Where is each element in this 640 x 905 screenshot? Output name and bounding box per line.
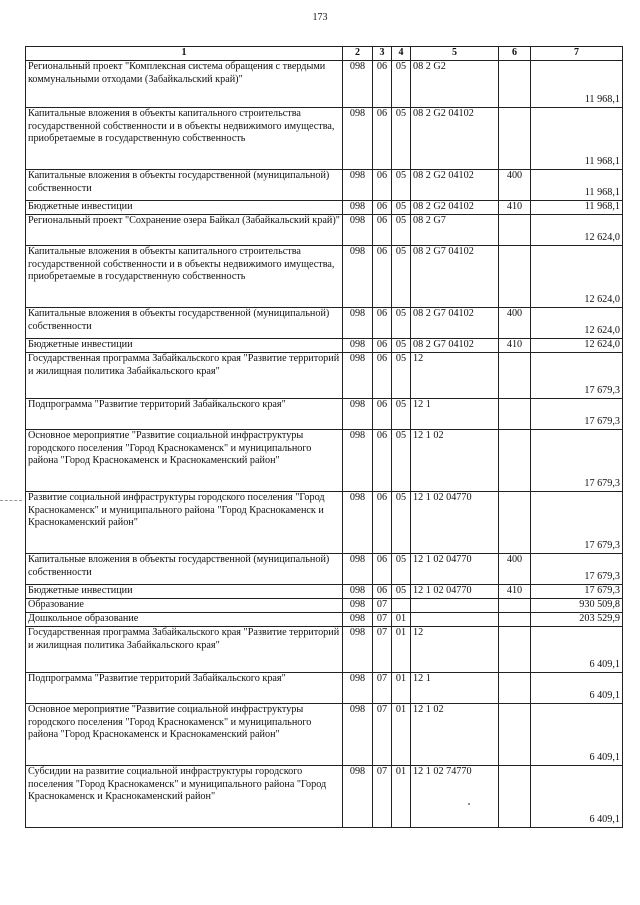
item-name-cell: Государственная программа Забайкальского края "Развитие территорий и жилищная политика Забайкальского края" xyxy=(26,353,343,399)
subsection-code-cell: 05 xyxy=(392,215,411,246)
section-code-cell: 06 xyxy=(373,215,392,246)
amount-cell: 6 409,1 xyxy=(531,704,623,766)
table-row xyxy=(26,61,623,108)
table-row xyxy=(26,339,623,353)
expense-type-cell: 410 xyxy=(499,339,531,353)
table-row xyxy=(26,766,623,828)
ministry-code-cell: 098 xyxy=(343,308,373,339)
target-article-cell: 12 1 xyxy=(411,673,499,704)
expense-type-cell xyxy=(499,492,531,554)
item-name-cell: Подпрограмма "Развитие территорий Забайкальского края" xyxy=(26,673,343,704)
table-row xyxy=(26,613,623,627)
expense-type-cell xyxy=(499,766,531,828)
header-cell-5: 5 xyxy=(411,47,499,61)
header-cell-7: 7 xyxy=(531,47,623,61)
ministry-code-cell: 098 xyxy=(343,554,373,585)
subsection-code-cell: 01 xyxy=(392,766,411,828)
amount-cell: 17 679,3 xyxy=(531,430,623,492)
table-row xyxy=(26,704,623,766)
amount-cell: 17 679,3 xyxy=(531,585,623,599)
ministry-code-cell: 098 xyxy=(343,339,373,353)
table-row xyxy=(26,430,623,492)
header-cell-6: 6 xyxy=(499,47,531,61)
target-article-cell: 12 xyxy=(411,627,499,673)
expense-type-cell xyxy=(499,353,531,399)
section-code-cell: 07 xyxy=(373,704,392,766)
section-code-cell: 06 xyxy=(373,246,392,308)
subsection-code-cell: 05 xyxy=(392,339,411,353)
table-row xyxy=(26,170,623,201)
item-name-cell: Капитальные вложения в объекты капитального строительства государственной собственности и в объекты недвижимого имущества, приобретаемые в государственную собственность xyxy=(26,246,343,308)
amount-cell: 17 679,3 xyxy=(531,554,623,585)
ministry-code-cell: 098 xyxy=(343,599,373,613)
ministry-code-cell: 098 xyxy=(343,201,373,215)
section-code-cell: 07 xyxy=(373,627,392,673)
target-article-cell: 12 1 02 04770 xyxy=(411,492,499,554)
amount-cell: 17 679,3 xyxy=(531,492,623,554)
subsection-code-cell: 05 xyxy=(392,246,411,308)
section-code-cell: 06 xyxy=(373,339,392,353)
amount-cell: 6 409,1 xyxy=(531,766,623,828)
target-article-cell: 12 1 02 xyxy=(411,430,499,492)
subsection-code-cell: 05 xyxy=(392,108,411,170)
table-row xyxy=(26,554,623,585)
ministry-code-cell: 098 xyxy=(343,170,373,201)
ministry-code-cell: 098 xyxy=(343,61,373,108)
expense-type-cell xyxy=(499,399,531,430)
subsection-code-cell: 05 xyxy=(392,585,411,599)
subsection-code-cell: 05 xyxy=(392,554,411,585)
target-article-cell: 08 2 G2 xyxy=(411,61,499,108)
expense-type-cell: 400 xyxy=(499,170,531,201)
expense-type-cell: 400 xyxy=(499,308,531,339)
ministry-code-cell: 098 xyxy=(343,353,373,399)
item-name-cell: Бюджетные инвестиции xyxy=(26,585,343,599)
ministry-code-cell: 098 xyxy=(343,399,373,430)
item-name-cell: Развитие социальной инфраструктуры городского поселения "Город Краснокаменск" и муниципального района "Город Краснокаменск и Краснокаменский район" xyxy=(26,492,343,554)
section-code-cell: 06 xyxy=(373,61,392,108)
ministry-code-cell: 098 xyxy=(343,215,373,246)
table-row xyxy=(26,599,623,613)
target-article-cell: 12 1 02 04770 xyxy=(411,554,499,585)
expense-type-cell xyxy=(499,599,531,613)
amount-cell: 11 968,1 xyxy=(531,201,623,215)
table-row xyxy=(26,627,623,673)
subsection-code-cell: 01 xyxy=(392,704,411,766)
ministry-code-cell: 098 xyxy=(343,673,373,704)
amount-cell: 12 624,0 xyxy=(531,339,623,353)
amount-cell: 17 679,3 xyxy=(531,399,623,430)
target-article-cell: 12 1 02 04770 xyxy=(411,585,499,599)
budget-table xyxy=(25,46,623,828)
expense-type-cell xyxy=(499,215,531,246)
ministry-code-cell: 098 xyxy=(343,108,373,170)
header-row xyxy=(26,47,623,61)
item-name-cell: Основное мероприятие "Развитие социальной инфраструктуры городского поселения "Город Краснокаменск" и муниципального района "Город Краснокаменск и Краснокаменский район" xyxy=(26,430,343,492)
subsection-code-cell: 01 xyxy=(392,673,411,704)
amount-cell: 930 509,8 xyxy=(531,599,623,613)
table-row xyxy=(26,308,623,339)
item-name-cell: Капитальные вложения в объекты капитального строительства государственной собственности и в объекты недвижимого имущества, приобретаемые в государственную собственность xyxy=(26,108,343,170)
section-code-cell: 06 xyxy=(373,399,392,430)
item-name-cell: Капитальные вложения в объекты государственной (муниципальной) собственности xyxy=(26,170,343,201)
expense-type-cell xyxy=(499,627,531,673)
subsection-code-cell: 05 xyxy=(392,308,411,339)
item-name-cell: Дошкольное образование xyxy=(26,613,343,627)
section-code-cell: 06 xyxy=(373,170,392,201)
table-body xyxy=(26,61,623,828)
section-code-cell: 07 xyxy=(373,599,392,613)
expense-type-cell: 400 xyxy=(499,554,531,585)
table-row xyxy=(26,215,623,246)
ministry-code-cell: 098 xyxy=(343,246,373,308)
amount-cell: 6 409,1 xyxy=(531,627,623,673)
target-article-cell: 12 1 xyxy=(411,399,499,430)
target-article-cell: 08 2 G2 04102 xyxy=(411,170,499,201)
amount-cell: 12 624,0 xyxy=(531,246,623,308)
expense-type-cell xyxy=(499,61,531,108)
table-row xyxy=(26,399,623,430)
item-name-cell: Образование xyxy=(26,599,343,613)
expense-type-cell xyxy=(499,613,531,627)
target-article-cell: 12 xyxy=(411,353,499,399)
item-name-cell: Бюджетные инвестиции xyxy=(26,201,343,215)
item-name-cell: Субсидии на развитие социальной инфраструктуры городского поселения "Город Краснокаменск" и муниципального района "Город Краснокаменск и Краснокаменский район" xyxy=(26,766,343,828)
item-name-cell: Государственная программа Забайкальского края "Развитие территорий и жилищная политика Забайкальского края" xyxy=(26,627,343,673)
target-article-cell xyxy=(411,599,499,613)
section-code-cell: 07 xyxy=(373,673,392,704)
item-name-cell: Капитальные вложения в объекты государственной (муниципальной) собственности xyxy=(26,554,343,585)
scan-artifact-line xyxy=(0,500,22,501)
table-row xyxy=(26,492,623,554)
target-article-cell xyxy=(411,613,499,627)
target-article-cell: 08 2 G7 04102 xyxy=(411,246,499,308)
expense-type-cell: 410 xyxy=(499,585,531,599)
section-code-cell: 06 xyxy=(373,585,392,599)
section-code-cell: 06 xyxy=(373,554,392,585)
table-row xyxy=(26,585,623,599)
subsection-code-cell: 05 xyxy=(392,399,411,430)
subsection-code-cell xyxy=(392,599,411,613)
amount-cell: 17 679,3 xyxy=(531,353,623,399)
header-cell-1: 1 xyxy=(26,47,343,61)
table-row xyxy=(26,108,623,170)
amount-cell: 11 968,1 xyxy=(531,170,623,201)
table-row xyxy=(26,673,623,704)
section-code-cell: 06 xyxy=(373,201,392,215)
section-code-cell: 07 xyxy=(373,613,392,627)
subsection-code-cell: 01 xyxy=(392,613,411,627)
expense-type-cell xyxy=(499,673,531,704)
target-article-cell: 08 2 G2 04102 xyxy=(411,201,499,215)
expense-type-cell xyxy=(499,430,531,492)
table-row xyxy=(26,201,623,215)
expense-type-cell xyxy=(499,704,531,766)
target-article-cell: 08 2 G7 xyxy=(411,215,499,246)
section-code-cell: 06 xyxy=(373,108,392,170)
target-article-cell: 08 2 G7 04102 xyxy=(411,339,499,353)
ministry-code-cell: 098 xyxy=(343,704,373,766)
section-code-cell: 06 xyxy=(373,353,392,399)
target-article-cell: 12 1 02 74770 xyxy=(411,766,499,828)
ministry-code-cell: 098 xyxy=(343,430,373,492)
expense-type-cell xyxy=(499,246,531,308)
amount-cell: 12 624,0 xyxy=(531,308,623,339)
expense-type-cell: 410 xyxy=(499,201,531,215)
ministry-code-cell: 098 xyxy=(343,766,373,828)
ministry-code-cell: 098 xyxy=(343,613,373,627)
item-name-cell: Капитальные вложения в объекты государственной (муниципальной) собственности xyxy=(26,308,343,339)
section-code-cell: 06 xyxy=(373,430,392,492)
amount-cell: 6 409,1 xyxy=(531,673,623,704)
target-article-cell: 08 2 G2 04102 xyxy=(411,108,499,170)
item-name-cell: Основное мероприятие "Развитие социальной инфраструктуры городского поселения "Город Краснокаменск" и муниципального района "Город Краснокаменск и Краснокаменский район" xyxy=(26,704,343,766)
subsection-code-cell: 01 xyxy=(392,627,411,673)
table-row xyxy=(26,246,623,308)
ministry-code-cell: 098 xyxy=(343,492,373,554)
amount-cell: 203 529,9 xyxy=(531,613,623,627)
section-code-cell: 06 xyxy=(373,492,392,554)
section-code-cell: 07 xyxy=(373,766,392,828)
section-code-cell: 06 xyxy=(373,308,392,339)
subsection-code-cell: 05 xyxy=(392,353,411,399)
page-number: 173 xyxy=(312,12,328,23)
amount-cell: 12 624,0 xyxy=(531,215,623,246)
amount-cell: 11 968,1 xyxy=(531,108,623,170)
header-cell-3: 3 xyxy=(373,47,392,61)
ministry-code-cell: 098 xyxy=(343,627,373,673)
target-article-cell: 12 1 02 xyxy=(411,704,499,766)
subsection-code-cell: 05 xyxy=(392,201,411,215)
amount-cell: 11 968,1 xyxy=(531,61,623,108)
subsection-code-cell: 05 xyxy=(392,492,411,554)
ministry-code-cell: 098 xyxy=(343,585,373,599)
table-row xyxy=(26,353,623,399)
item-name-cell: Бюджетные инвестиции xyxy=(26,339,343,353)
target-article-cell: 08 2 G7 04102 xyxy=(411,308,499,339)
header-cell-4: 4 xyxy=(392,47,411,61)
item-name-cell: Региональный проект "Комплексная система обращения с твердыми коммунальными отходами (Забайкальский край)" xyxy=(26,61,343,108)
item-name-cell: Региональный проект "Сохранение озера Байкал (Забайкальский край)" xyxy=(26,215,343,246)
expense-type-cell xyxy=(499,108,531,170)
subsection-code-cell: 05 xyxy=(392,61,411,108)
item-name-cell: Подпрограмма "Развитие территорий Забайкальского края" xyxy=(26,399,343,430)
subsection-code-cell: 05 xyxy=(392,430,411,492)
subsection-code-cell: 05 xyxy=(392,170,411,201)
header-cell-2: 2 xyxy=(343,47,373,61)
